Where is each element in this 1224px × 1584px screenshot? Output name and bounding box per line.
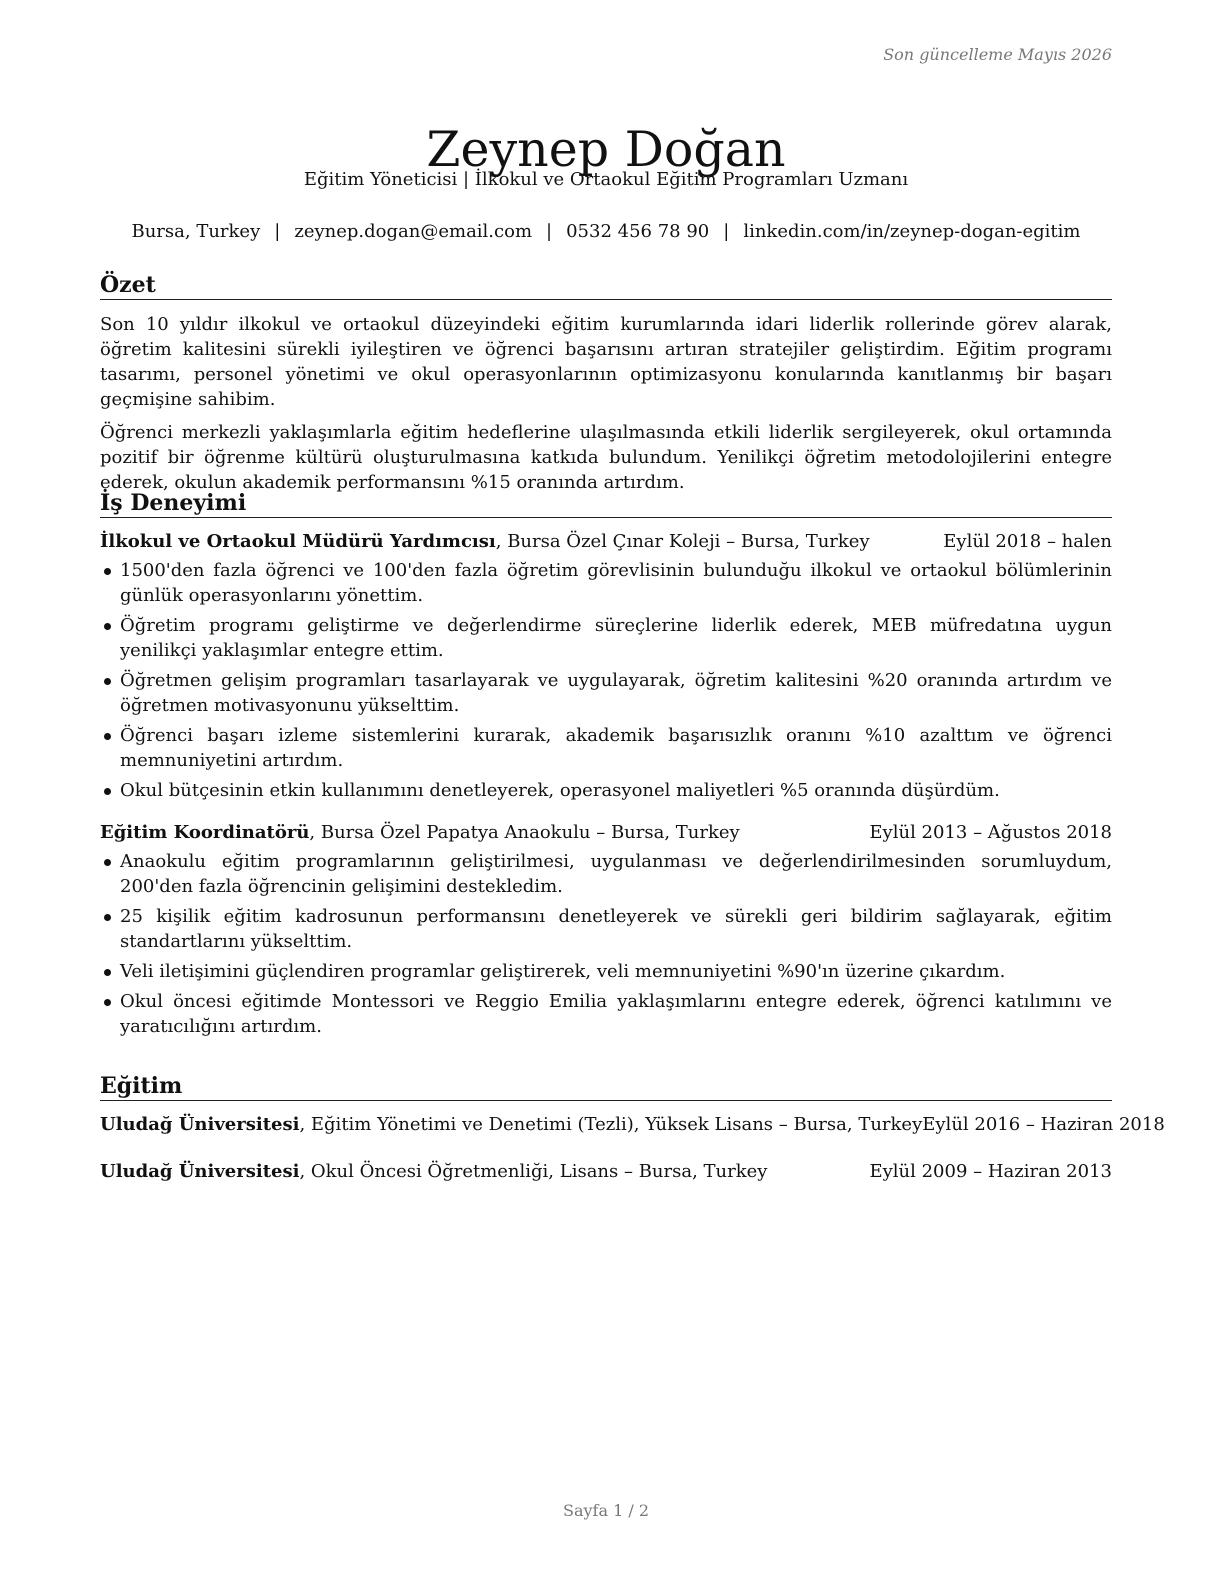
- contact-separator: |: [274, 221, 281, 242]
- job-bullet: Öğretmen gelişim programları tasarlayarak ve uygulayarak, öğretim kalitesini %20 oranında artırdım ve öğretmen motivasyonunu yükselttim.: [100, 668, 1112, 718]
- job-bullet: Öğrenci başarı izleme sistemlerini kurarak, akademik başarısızlık oranını %10 azalttım ve öğrenci memnuniyetini artırdım.: [100, 723, 1112, 773]
- job-dates: Eylül 2013 – Ağustos 2018: [869, 822, 1112, 843]
- summary-heading: Özet: [100, 272, 1112, 300]
- job-dates: Eylül 2018 – halen: [943, 531, 1112, 552]
- education-detail: , Eğitim Yönetimi ve Denetimi (Tezli), Yüksek Lisans – Bursa, Turkey: [299, 1114, 923, 1135]
- contact-email[interactable]: zeynep.dogan@email.com: [294, 221, 533, 242]
- contact-location: Bursa, Turkey: [131, 221, 261, 242]
- job-bullets: [100, 849, 1112, 1039]
- job-bullet: Okul bütçesinin etkin kullanımını denetleyerek, operasyonel maliyetleri %5 oranında düşürdüm.: [100, 778, 1112, 803]
- job-org: , Bursa Özel Çınar Koleji – Bursa, Turkey: [495, 531, 870, 552]
- education-school-detail: [100, 1113, 922, 1137]
- job-bullet: Anaokulu eğitim programlarının geliştirilmesi, uygulanması ve değerlendirilmesinden sorumluydum, 200'den fazla öğrencinin gelişimini destekledim.: [100, 849, 1112, 899]
- education-dates: Eylül 2016 – Haziran 2018: [922, 1114, 1165, 1135]
- job-role: İlkokul ve Ortaokul Müdürü Yardımcısı: [100, 531, 496, 552]
- job-org: , Bursa Özel Papatya Anaokulu – Bursa, Turkey: [309, 822, 740, 843]
- summary-section: [100, 272, 1112, 503]
- job-header: [100, 530, 1112, 554]
- job-entry: [100, 530, 1112, 803]
- job-bullet: 25 kişilik eğitim kadrosunun performansını denetleyerek ve sürekli geri bildirim sağlayarak, eğitim standartlarını yükselttim.: [100, 904, 1112, 954]
- education-dates: Eylül 2009 – Haziran 2013: [869, 1161, 1112, 1182]
- contact-line: [100, 220, 1112, 244]
- page-number: Sayfa 1 / 2: [562, 1501, 649, 1520]
- job-role-org: [100, 821, 740, 845]
- education-school: Uludağ Üniversitesi: [100, 1114, 300, 1135]
- contact-separator: |: [723, 221, 730, 242]
- contact-separator: |: [546, 221, 553, 242]
- job-header: [100, 821, 1112, 845]
- education-heading: Eğitim: [100, 1073, 1112, 1101]
- job-bullet: Veli iletişimini güçlendiren programlar geliştirerek, veli memnuniyetini %90'ın üzerine çıkardım.: [100, 959, 1112, 984]
- job-role: Eğitim Koordinatörü: [100, 822, 310, 843]
- contact-phone[interactable]: 0532 456 78 90: [566, 221, 710, 242]
- education-detail: , Okul Öncesi Öğretmenliği, Lisans – Bursa, Turkey: [299, 1161, 768, 1182]
- job-role-org: [100, 530, 870, 554]
- experience-section: [100, 490, 1112, 1057]
- last-updated-note: Son güncelleme Mayıs 2026: [883, 45, 1112, 64]
- education-school-detail: [100, 1160, 767, 1184]
- contact-linkedin[interactable]: linkedin.com/in/zeynep-dogan-egitim: [743, 221, 1081, 242]
- experience-heading: İş Deneyimi: [100, 490, 1112, 518]
- education-entry: [100, 1160, 1112, 1184]
- education-section: [100, 1073, 1165, 1207]
- summary-paragraph: Son 10 yıldır ilkokul ve ortaokul düzeyindeki eğitim kurumlarında idari liderlik rollerinde görev alarak, öğretim kalitesini sürekli iyileştiren ve öğrenci başarısını artıran stratejiler geliştirdim. Eğitim programı tasarımı, personel yönetimi ve okul operasyonlarının optimizasyonu konularında kanıtlanmış bir başarı geçmişine sahibim.: [100, 314, 1112, 410]
- job-bullet: Okul öncesi eğitimde Montessori ve Reggio Emilia yaklaşımlarını entegre ederek, öğrenci katılımını ve yaratıcılığını artırdım.: [100, 989, 1112, 1039]
- headline: Eğitim Yöneticisi | İlkokul ve Ortaokul Eğitim Programları Uzmanı: [303, 169, 909, 190]
- job-entry: [100, 821, 1112, 1039]
- education-entry: [100, 1113, 1165, 1137]
- summary-paragraph: Öğrenci merkezli yaklaşımlarla eğitim hedeflerine ulaşılmasında etkili liderlik sergileyerek, okul ortamında pozitif bir öğrenme kültürü oluşturulmasına katkıda bulundum. Yenilikçi öğretim metodolojilerini entegre ederek, okulun akademik performansını %15 oranında artırdım.: [100, 422, 1112, 493]
- education-school: Uludağ Üniversitesi: [100, 1161, 300, 1182]
- job-bullets: [100, 558, 1112, 803]
- resume-page: [100, 0, 1165, 1584]
- job-bullet: 1500'den fazla öğrenci ve 100'den fazla öğretim görevlisinin bulunduğu ilkokul ve ortaokul bölümlerinin günlük operasyonlarını yönettim.: [100, 558, 1112, 608]
- job-bullet: Öğretim programı geliştirme ve değerlendirme süreçlerine liderlik ederek, MEB müfredatına uygun yenilikçi yaklaşımlar entegre ettim.: [100, 613, 1112, 663]
- candidate-name: Zeynep Doğan: [426, 120, 786, 178]
